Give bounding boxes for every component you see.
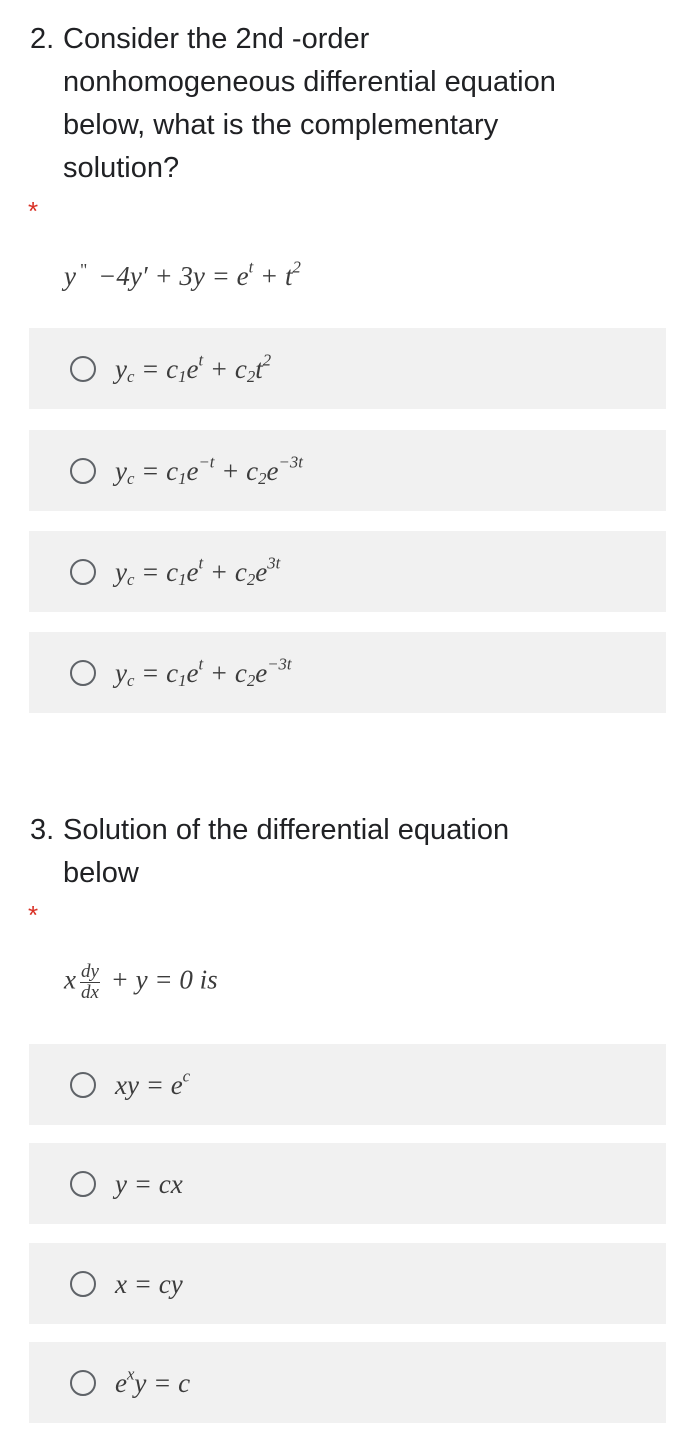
- question-3-option-1[interactable]: [29, 1044, 666, 1125]
- option-label: $y_c = c_1e^{-t} + c_2e^{-3t}$: [115, 451, 303, 488]
- option-label: $y_c = c_1e^t + c_2t^2$: [115, 349, 272, 386]
- option-label: $y_c = c_1e^t + c_2e^{3t}$: [115, 552, 281, 589]
- option-label: x = cy: [115, 1268, 183, 1299]
- required-asterisk: *: [28, 196, 39, 226]
- question-2-title-line-3: below, what is the complementary: [63, 109, 499, 141]
- question-3-option-2[interactable]: [29, 1143, 666, 1224]
- required-asterisk: *: [28, 900, 39, 930]
- option-label: y = cx: [115, 1168, 183, 1199]
- question-3-option-4[interactable]: [29, 1342, 666, 1423]
- question-2-option-1[interactable]: [29, 328, 666, 409]
- question-2-title: [30, 18, 670, 190]
- question-2-title-line-2: nonhomogeneous differential equation: [63, 66, 556, 98]
- question-3-equation: x $\frac{dy}{dx}$ + y = 0 is: [64, 961, 218, 1003]
- question-3-option-3[interactable]: [29, 1243, 666, 1324]
- question-3-title-line-1: 3. Solution of the differential equation: [30, 814, 510, 846]
- question-2-option-3[interactable]: [29, 531, 666, 612]
- question-3-title: [30, 809, 670, 895]
- radio-button[interactable]: [70, 1370, 96, 1396]
- radio-button[interactable]: [70, 1072, 96, 1098]
- radio-button[interactable]: [70, 458, 96, 484]
- radio-button[interactable]: [70, 660, 96, 686]
- radio-button[interactable]: [70, 1171, 96, 1197]
- question-2-option-4[interactable]: [29, 632, 666, 713]
- radio-button[interactable]: [70, 1271, 96, 1297]
- option-label: xy = $e^c$: [115, 1065, 191, 1100]
- radio-button[interactable]: [70, 559, 96, 585]
- question-3-title-line-2: below: [63, 857, 139, 889]
- question-2-title-line-4: solution?: [63, 152, 180, 184]
- question-2-equation: y $^" -4y' + 3y = e^t + t^2$: [64, 257, 301, 291]
- question-2-title-line-1: 2. Consider the 2nd -order: [30, 23, 370, 55]
- question-2-option-2[interactable]: [29, 430, 666, 511]
- option-label: $e^xy = c$: [115, 1363, 191, 1398]
- derivative-fraction: $\frac{dy}{dx}$: [80, 961, 99, 1003]
- option-label: $y_c = c_1e^t + c_2e^{-3t}$: [115, 653, 292, 690]
- radio-button[interactable]: [70, 356, 96, 382]
